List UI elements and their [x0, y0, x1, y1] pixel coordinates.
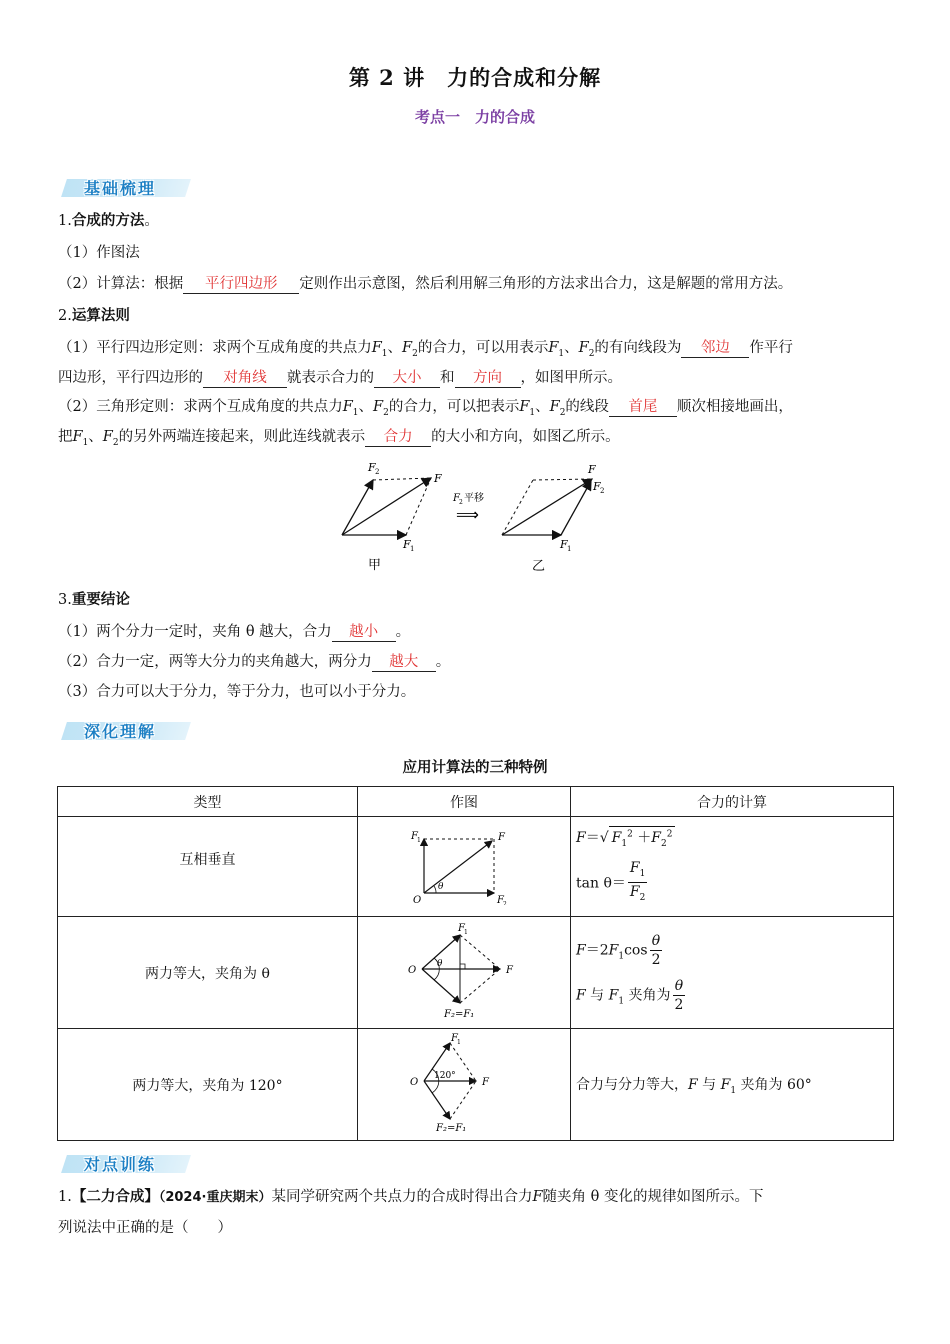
- calc-b: 与: [590, 987, 605, 1003]
- s2-p2-c: 的线段: [565, 399, 609, 415]
- sep: 、: [564, 340, 579, 356]
- sep: 、: [88, 429, 103, 445]
- sym-f: F: [611, 829, 622, 846]
- blank-diagonal: 对角线: [203, 369, 287, 388]
- sym-f: F: [102, 429, 113, 445]
- page-title: 第 2 讲 力的合成和分解: [348, 65, 602, 90]
- s2-p2-a: （2）三角形定则：求两个互成角度的共点力: [58, 399, 343, 415]
- row3-calc-c: 夹角为 60°: [740, 1076, 812, 1093]
- dash-top-jia: [373, 478, 431, 480]
- angle-arc: [434, 886, 436, 893]
- row2-calc: [571, 917, 894, 1029]
- sup: 2: [666, 829, 673, 840]
- s1-end: 。: [144, 213, 159, 229]
- sep: 、: [387, 340, 403, 356]
- s2-num: 2.: [58, 308, 72, 324]
- fraction: [650, 932, 663, 969]
- shift-arrow-icon: ⟹: [456, 505, 479, 524]
- dash-top: [460, 935, 500, 969]
- frac-den: 2: [651, 951, 661, 968]
- sub: 1: [639, 868, 646, 879]
- sub: 1: [618, 995, 625, 1006]
- sub: 1: [82, 437, 89, 448]
- banner-label: 深化理解: [84, 722, 157, 741]
- row1-calc: [571, 817, 894, 917]
- s2-p1-d: 作平行: [749, 340, 793, 356]
- sym-f: F: [373, 399, 384, 415]
- shift-label: 平移: [464, 493, 484, 504]
- sym-f: F: [608, 942, 619, 958]
- s3-c3: （3）合力可以大于分力，等于分力，也可以小于分力。: [58, 684, 416, 700]
- s1-item2-b: 定则作出示意图，然后利用解三角形的方法求出合力，这是解题的常用方法。: [299, 276, 793, 292]
- label-f2: F: [593, 480, 601, 493]
- dash-bottom: [450, 1081, 476, 1119]
- s3-c2-b: 。: [435, 654, 451, 670]
- s1-item2: [58, 274, 792, 294]
- sup: 2: [627, 829, 633, 840]
- banner-label: 对点训练: [84, 1155, 157, 1174]
- arrow-f: [424, 841, 492, 893]
- s3-c2-a: （2）合力一定，两等大分力的夹角越大，两分力: [58, 654, 372, 670]
- diagram-equal-120: [394, 1031, 534, 1135]
- table-row: [58, 817, 894, 917]
- sym-plus: ＋: [637, 829, 652, 846]
- sym-f: F: [72, 429, 83, 445]
- diagram-perpendicular: [404, 825, 524, 905]
- sub: 1: [621, 838, 628, 849]
- row1-diagram: [358, 817, 571, 917]
- label-f: F: [434, 472, 442, 485]
- arrow-f2-jia: [342, 480, 373, 535]
- figure-yi: [502, 463, 604, 574]
- sym-f: F: [576, 829, 586, 846]
- header-type: 类型: [58, 787, 358, 817]
- sub: 1: [464, 928, 468, 936]
- label-f: F: [506, 964, 513, 976]
- s2-p2-line2: [58, 427, 620, 453]
- arrow-f-yi: [502, 479, 592, 535]
- sub: 1: [558, 348, 565, 359]
- fraction: [628, 859, 647, 908]
- s1-heading: [58, 211, 159, 231]
- sym-f: F: [576, 987, 586, 1003]
- dash-left-yi: [502, 480, 533, 535]
- row2-type: 两力等大，夹角为 θ: [58, 917, 358, 1029]
- sym-f: F: [371, 340, 382, 356]
- label-f1: F: [560, 538, 568, 551]
- s3-c1-a: （1）两个分力一定时，夹角 θ 越大，合力: [58, 624, 332, 640]
- shift-arrow-group: [452, 491, 484, 524]
- special-cases-table: [57, 786, 894, 1141]
- s3-heading-text: 重要结论: [71, 592, 130, 608]
- row1-type: [58, 817, 358, 917]
- calc-c: 夹角为: [628, 987, 671, 1003]
- row1-type-text: 互相垂直: [179, 851, 236, 868]
- sym-f: F: [519, 399, 530, 415]
- label-yi: 乙: [532, 559, 546, 574]
- s2-p2-d: 顺次相接地画出，: [676, 399, 793, 415]
- sym-f: F: [576, 942, 586, 958]
- banner-practice: [64, 1152, 188, 1176]
- q1-text-a: 某同学研究两个共点力的合成时得出合力: [271, 1189, 533, 1205]
- label-f2-eq-f1: F₂=F₁: [444, 1008, 475, 1020]
- q1-tag: 【二力合成】: [71, 1189, 159, 1205]
- s2-p1-h: ，如图甲所示。: [520, 370, 622, 386]
- row2-diagram: [358, 917, 571, 1029]
- s2-p2-e: 把: [58, 429, 73, 445]
- sub: 1: [618, 950, 625, 961]
- s1-heading-text: 合成的方法: [71, 213, 145, 229]
- frac-num: θ: [673, 977, 686, 996]
- sep: 、: [358, 399, 374, 415]
- sub: 1: [417, 836, 421, 844]
- sub: 1: [457, 1038, 461, 1046]
- sym-f: F: [720, 1076, 731, 1093]
- label-f1: F: [458, 922, 465, 934]
- label-f1: F: [411, 830, 418, 842]
- row2-formula-2: [576, 977, 893, 1014]
- label-f: F: [498, 831, 505, 843]
- s1-item1: （1）作图法: [58, 245, 140, 261]
- q1-source: （2024·重庆期末）: [158, 1190, 272, 1205]
- figure-jia-yi: [330, 455, 620, 580]
- s2-p2-line1: [58, 397, 793, 423]
- sep: 、: [535, 399, 550, 415]
- fraction: [673, 977, 686, 1014]
- sub: 2: [112, 437, 119, 448]
- figure-jia: [342, 461, 442, 573]
- frac-num: θ: [650, 932, 663, 951]
- sub: 1: [730, 1085, 737, 1096]
- row3-calc: [571, 1029, 894, 1141]
- sym-f: F: [548, 340, 559, 356]
- sub: 2: [588, 348, 595, 359]
- blank-direction: 方向: [455, 369, 521, 388]
- row3-diagram: [358, 1029, 571, 1141]
- theta-label: θ: [437, 958, 443, 969]
- q1-line1: [58, 1187, 763, 1208]
- arrow-f-jia: [342, 478, 431, 535]
- dash-top-yi: [533, 479, 592, 480]
- sym-f: F: [578, 340, 589, 356]
- label-f2-eq-f1: F₂=F₁: [436, 1122, 467, 1134]
- banner-label: 基础梳理: [84, 179, 157, 198]
- blank-larger: 越大: [372, 653, 436, 672]
- sub: 1: [529, 407, 536, 418]
- row3-calc-b: 与: [702, 1076, 717, 1093]
- blank-magnitude: 大小: [374, 369, 440, 388]
- s2-p1-g: 和: [440, 370, 455, 386]
- banner-basic: [64, 176, 188, 200]
- sub: 2: [503, 900, 507, 905]
- s2-p2-f: 的另外两端连接起来，则此连线就表示: [118, 429, 366, 445]
- sub: 2: [639, 893, 646, 904]
- sub: 2: [559, 407, 566, 418]
- angle-label: 120°: [434, 1070, 456, 1081]
- q1-text-b: 随夹角 θ 变化的规律如图所示。下: [542, 1189, 764, 1205]
- s3-c1-b: 。: [395, 624, 411, 640]
- q1-line2: 列说法中正确的是（ ）: [58, 1220, 232, 1236]
- sym-f: F: [629, 884, 640, 901]
- sym-f: F: [608, 987, 619, 1003]
- calc-cos: cos: [624, 942, 648, 958]
- s3-num: 3.: [58, 592, 72, 608]
- table-header-row: [58, 787, 894, 817]
- label-sub: 1: [567, 545, 572, 553]
- frac-den: 2: [674, 996, 684, 1013]
- s1-num: 1.: [58, 213, 72, 229]
- diagram-equal-theta: [394, 921, 534, 1021]
- blank-smaller: 越小: [332, 623, 396, 642]
- sym-f: F: [549, 399, 560, 415]
- s2-p1-c: 的有向线段为: [594, 340, 682, 356]
- s3-heading: [58, 590, 130, 610]
- row3-type: 两力等大，夹角为 120°: [58, 1029, 358, 1141]
- s2-p1-line2: [58, 368, 622, 388]
- sub: 2: [661, 838, 667, 849]
- sub: 2: [412, 348, 418, 359]
- s2-p1-a: （1）平行四边形定则：求两个互成角度的共点力: [58, 340, 372, 356]
- s2-p1-b: 的合力，可以用表示: [417, 340, 549, 356]
- section-subtitle: 考点一 力的合成: [414, 108, 535, 126]
- arrow-f2: [422, 969, 460, 1003]
- sym-f: F: [629, 859, 640, 876]
- label-f1: F: [451, 1032, 458, 1044]
- calc-a: ＝2: [585, 942, 609, 958]
- table-title: 应用计算法的三种特例: [402, 760, 548, 776]
- row2-formula-1: [576, 932, 893, 969]
- theta-label: θ: [438, 881, 444, 892]
- right-angle-mark: [460, 964, 465, 969]
- s2-p2-g: 的大小和方向，如图乙所示。: [431, 429, 620, 445]
- tan-text: tan θ＝: [576, 874, 626, 891]
- label-f: F: [482, 1076, 489, 1088]
- sym-f: F: [402, 340, 413, 356]
- label-f: F: [588, 463, 596, 476]
- s2-p2-b: 的合力，可以把表示: [388, 399, 520, 415]
- row3-calc-a: 合力与分力等大，: [576, 1076, 688, 1093]
- label-sub: 1: [410, 545, 415, 553]
- banner-deep: [64, 719, 188, 743]
- shift-f2: F: [453, 493, 460, 504]
- label-f2: F: [497, 894, 504, 905]
- label-o: O: [413, 894, 422, 905]
- label-f2: F: [368, 461, 376, 474]
- q1-num: 1.: [58, 1189, 72, 1205]
- label-sub: 2: [600, 487, 605, 495]
- blank-parallelogram: 平行四边形: [183, 275, 299, 294]
- s2-p1-e: 四边形，平行四边形的: [58, 370, 203, 386]
- sub: 1: [352, 407, 359, 418]
- s3-c2: [58, 652, 450, 672]
- sqrt-body: [609, 826, 676, 849]
- label-sub: 2: [375, 468, 380, 476]
- s2-heading-text: 运算法则: [71, 308, 130, 324]
- row1-formula-sqrt: F＝√ $F_1^2 +F_2^2$: [576, 826, 893, 849]
- sym-f: F: [651, 829, 661, 846]
- arrow-f2: [424, 1081, 450, 1119]
- s1-item2-a: （2）计算法：根据: [58, 276, 184, 292]
- header-diagram: 作图: [358, 787, 571, 817]
- row1-formula-tan: [576, 859, 893, 908]
- sub: 1: [381, 348, 388, 359]
- s2-p1-f: 就表示合力的: [287, 370, 374, 386]
- sym-eq: ＝: [585, 829, 600, 846]
- dash-bottom: [460, 969, 500, 1003]
- sym-f: F: [688, 1076, 698, 1093]
- label-o: O: [410, 1076, 419, 1088]
- s2-p1-line1: [58, 338, 793, 364]
- shift-sub: 2: [459, 499, 463, 506]
- label-f1: F: [403, 538, 411, 551]
- table-row: [58, 1029, 894, 1141]
- sym-f: F: [342, 399, 353, 415]
- table-row: [58, 917, 894, 1029]
- blank-head-to-tail: 首尾: [609, 398, 677, 417]
- s3-c1: [58, 622, 410, 642]
- sym-f: F: [532, 1189, 543, 1205]
- header-calc: 合力的计算: [571, 787, 894, 817]
- s2-heading: [58, 306, 130, 326]
- blank-resultant: 合力: [365, 428, 431, 447]
- blank-adjacent-side: 邻边: [681, 339, 749, 358]
- label-o: O: [408, 964, 417, 976]
- label-jia: 甲: [368, 558, 382, 573]
- sub: 2: [383, 407, 389, 418]
